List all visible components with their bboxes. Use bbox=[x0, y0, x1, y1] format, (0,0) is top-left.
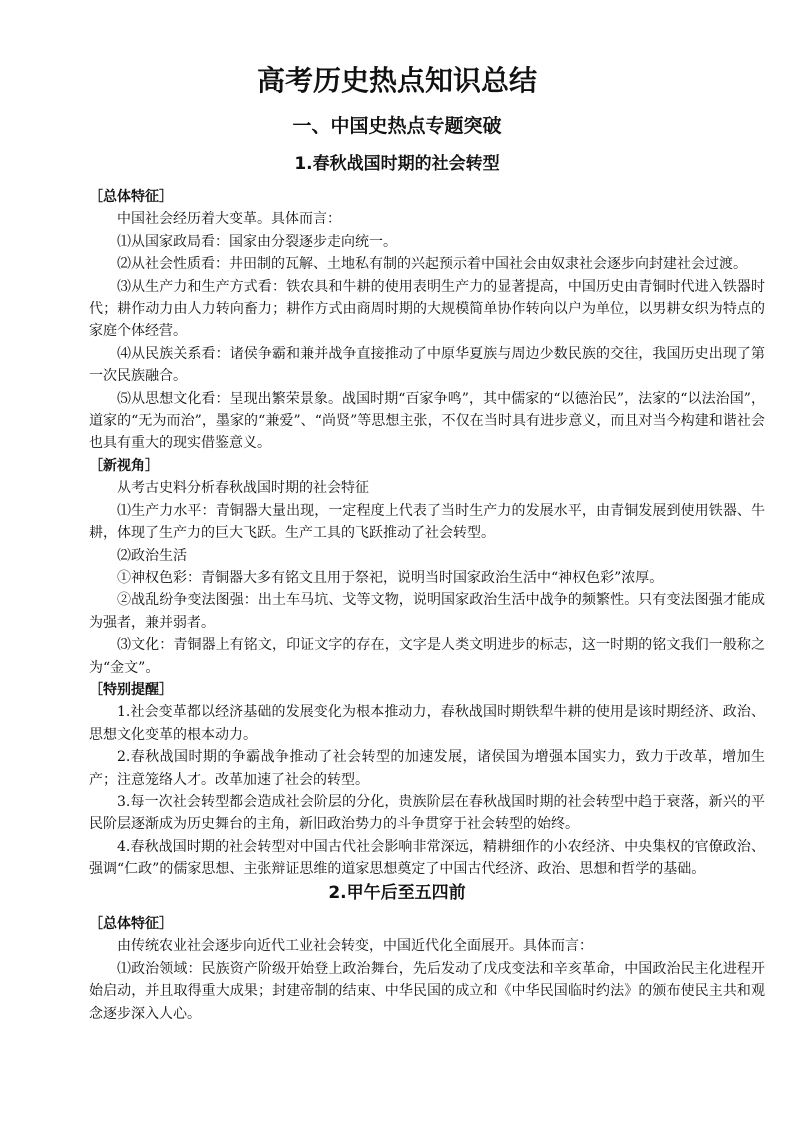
paragraph: 4.春秋战国时期的社会转型对中国古代社会影响非常深远，精耕细作的小农经济、中央集权的官僚政治、强调“仁政”的儒家思想、主张辩证思维的道家思想奠定了中国古代经济、政治、思想和哲学的基础。 bbox=[89, 838, 765, 878]
paragraph: 3.每一次社会转型都会造成社会阶层的分化，贵族阶层在春秋战国时期的社会转型中趋于衰落，新兴的平民阶层逐渐成为历史舞台的主角，新旧政治势力的斗争贯穿于社会转型的始终。 bbox=[89, 793, 765, 833]
general-features-header: ［总体特征］ bbox=[89, 916, 173, 932]
paragraph: ⑵政治生活 bbox=[117, 547, 187, 564]
paragraph: ⑴政治领域：民族资产阶级开始登上政治舞台，先后发动了戊戌变法和辛亥革命，中国政治民主化进程开始启动，并且取得重大成果；封建帝制的结束、中华民国的成立和《中华民国临时约法》的颁布使民主共和观念逐步深入人心。 bbox=[89, 960, 765, 1022]
paragraph: ①神权色彩：青铜器大多有铭文且用于祭祀，说明当时国家政治生活中“神权色彩”浓厚。 bbox=[117, 569, 664, 586]
paragraph: 1.社会变革都以经济基础的发展变化为根本推动力，春秋战国时期铁犁牛耕的使用是该时期经济、政治、思想文化变革的根本动力。 bbox=[89, 704, 765, 743]
paragraph: ⑸从思想文化看：呈现出繁荣景象。战国时期“百家争鸣”，其中儒家的“以德治民”，法家的“以法治国”，道家的“无为而治”，墨家的“兼爱”、“尚贤”等思想主张，不仅在当时具有进步意义，而且对当今构建和谐社会也具有重大的现实借鉴意义。 bbox=[89, 390, 765, 452]
section-2-body bbox=[89, 913, 765, 1025]
paragraph: 2.春秋战国时期的争霸战争推动了社会转型的加速发展，诸侯国为增强本国实力，致力于改革，增加生产；注意笼络人才。改革加速了社会的转型。 bbox=[89, 749, 765, 788]
general-features-header: ［总体特征］ bbox=[89, 189, 173, 205]
paragraph: ⑶文化：青铜器上有铭文，印证文字的存在，文字是人类文明进步的标志，这一时期的铭文我们一般称之为“金文”。 bbox=[89, 637, 765, 676]
paragraph: ⑷从民族关系看：诸侯争霸和兼并战争直接推动了中原华夏族与周边少数民族的交往，我国历史出现了第一次民族融合。 bbox=[89, 345, 765, 385]
section-1-body bbox=[89, 186, 765, 881]
paragraph: ⑵从社会性质看：井田制的瓦解、土地私有制的兴起预示着中国社会由奴隶社会逐步向封建社会过渡。 bbox=[117, 256, 747, 273]
paragraph: 中国社会经历着大变革。具体而言： bbox=[117, 211, 341, 228]
paragraph: 由传统农业社会逐步向近代工业社会转变，中国近代化全面展开。具体而言： bbox=[117, 938, 593, 955]
paragraph: ⑴生产力水平：青铜器大量出现，一定程度上代表了当时生产力的发展水平，由青铜发展到使用铁器、牛耕，体现了生产力的巨大飞跃。生产工具的飞跃推动了社会转型。 bbox=[89, 502, 765, 542]
paragraph: 从考古史料分析春秋战国时期的社会特征 bbox=[117, 480, 369, 497]
new-view-header: ［新视角］ bbox=[89, 457, 159, 474]
section-title-1: 1.春秋战国时期的社会转型 bbox=[294, 154, 500, 174]
part-title: 一、中国史热点专题突破 bbox=[292, 115, 502, 137]
paragraph: ②战乱纷争变法图强：出土车马坑、戈等文物，说明国家政治生活中战争的频繁性。只有变法图强才能成为强者，兼并弱者。 bbox=[89, 592, 765, 631]
paragraph: ⑴从国家政局看：国家由分裂逐步走向统一。 bbox=[117, 233, 397, 250]
section-title-2: 2.甲午后至五四前 bbox=[328, 883, 466, 903]
paragraph: ⑶从生产力和生产方式看：铁农具和牛耕的使用表明生产力的显著提高，中国历史由青铜时代进入铁器时代；耕作动力由人力转向畜力；耕作方式由商周时期的大规模简单协作转向以户为单位，以男耕女织为特点的家庭个体经营。 bbox=[89, 278, 765, 340]
document-title: 高考历史热点知识总结 bbox=[256, 64, 537, 97]
special-reminder-header: ［特别提醒］ bbox=[89, 681, 173, 698]
